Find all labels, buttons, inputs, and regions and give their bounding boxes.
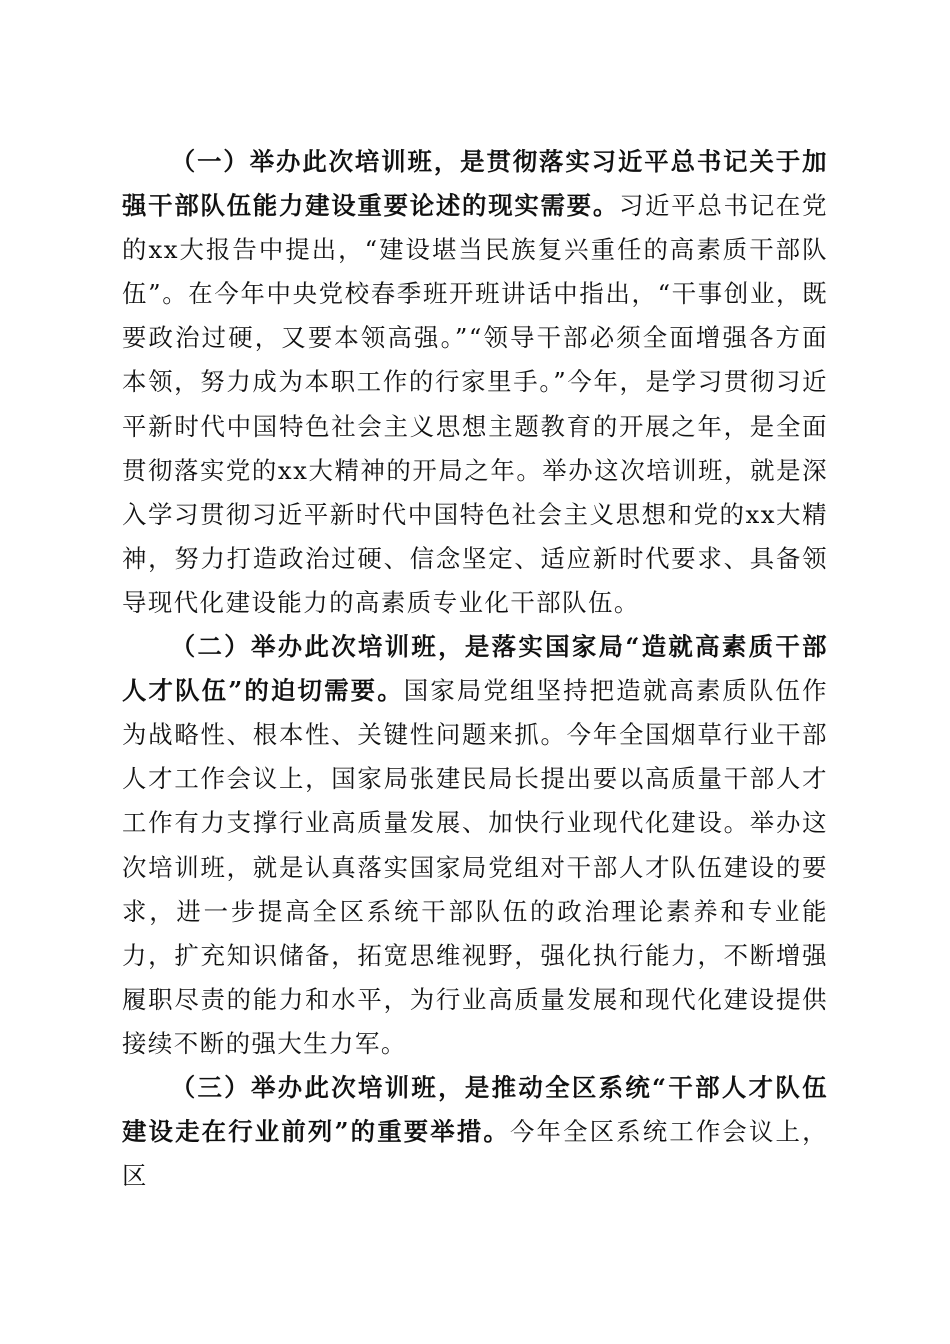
paragraph-2-lead: （二）举办此次培训班，是落实国家局“造就高素质干部人才队伍”的迫切需要。 [122,632,828,706]
paragraph-2 [122,625,828,1066]
paragraph-3-lead: （三）举办此次培训班，是推动全区系统“干部人才队伍建设走在行业前列”的重要举措。 [122,1072,828,1147]
paragraph-3 [122,1066,828,1198]
document-body [122,140,828,1198]
paragraph-1 [122,140,828,625]
paragraph-1-body: 习近平总书记在党的xx大报告中提出，“建设堪当民族复兴重任的高素质干部队伍”。在今年中央党校春季班开班讲话中指出，“干事创业，既要政治过硬，又要本领高强。”“领导干部必须全面增强各方面本领，努力成为本职工作的行家里手。”今年，是学习贯彻习近平新时代中国特色社会主义思想主题教育的开展之年，是全面贯彻落实党的xx大精神的开局之年。举办这次培训班，就是深入学习贯彻习近平新时代中国特色社会主义思想和党的xx大精神，努力打造政治过硬、信念坚定、适应新时代要求、具备领导现代化建设能力的高素质专业化干部队伍。 [122,191,828,617]
paragraph-3-body: 今年全区系统工作会议上，区 [122,1117,828,1191]
paragraph-1-lead: （一）举办此次培训班，是贯彻落实习近平总书记关于加强干部队伍能力建设重要论述的现实需要。 [122,147,828,221]
paragraph-2-body: 国家局党组坚持把造就高素质队伍作为战略性、根本性、关键性问题来抓。今年全国烟草行业干部人才工作会议上，国家局张建民局长提出要以高质量干部人才工作有力支撑行业高质量发展、加快行业现代化建设。举办这次培训班，就是认真落实国家局党组对干部人才队伍建设的要求，进一步提高全区系统干部队伍的政治理论素养和专业能力，扩充知识储备，拓宽思维视野，强化执行能力，不断增强履职尽责的能力和水平，为行业高质量发展和现代化建设提供接续不断的强大生力军。 [122,676,828,1058]
